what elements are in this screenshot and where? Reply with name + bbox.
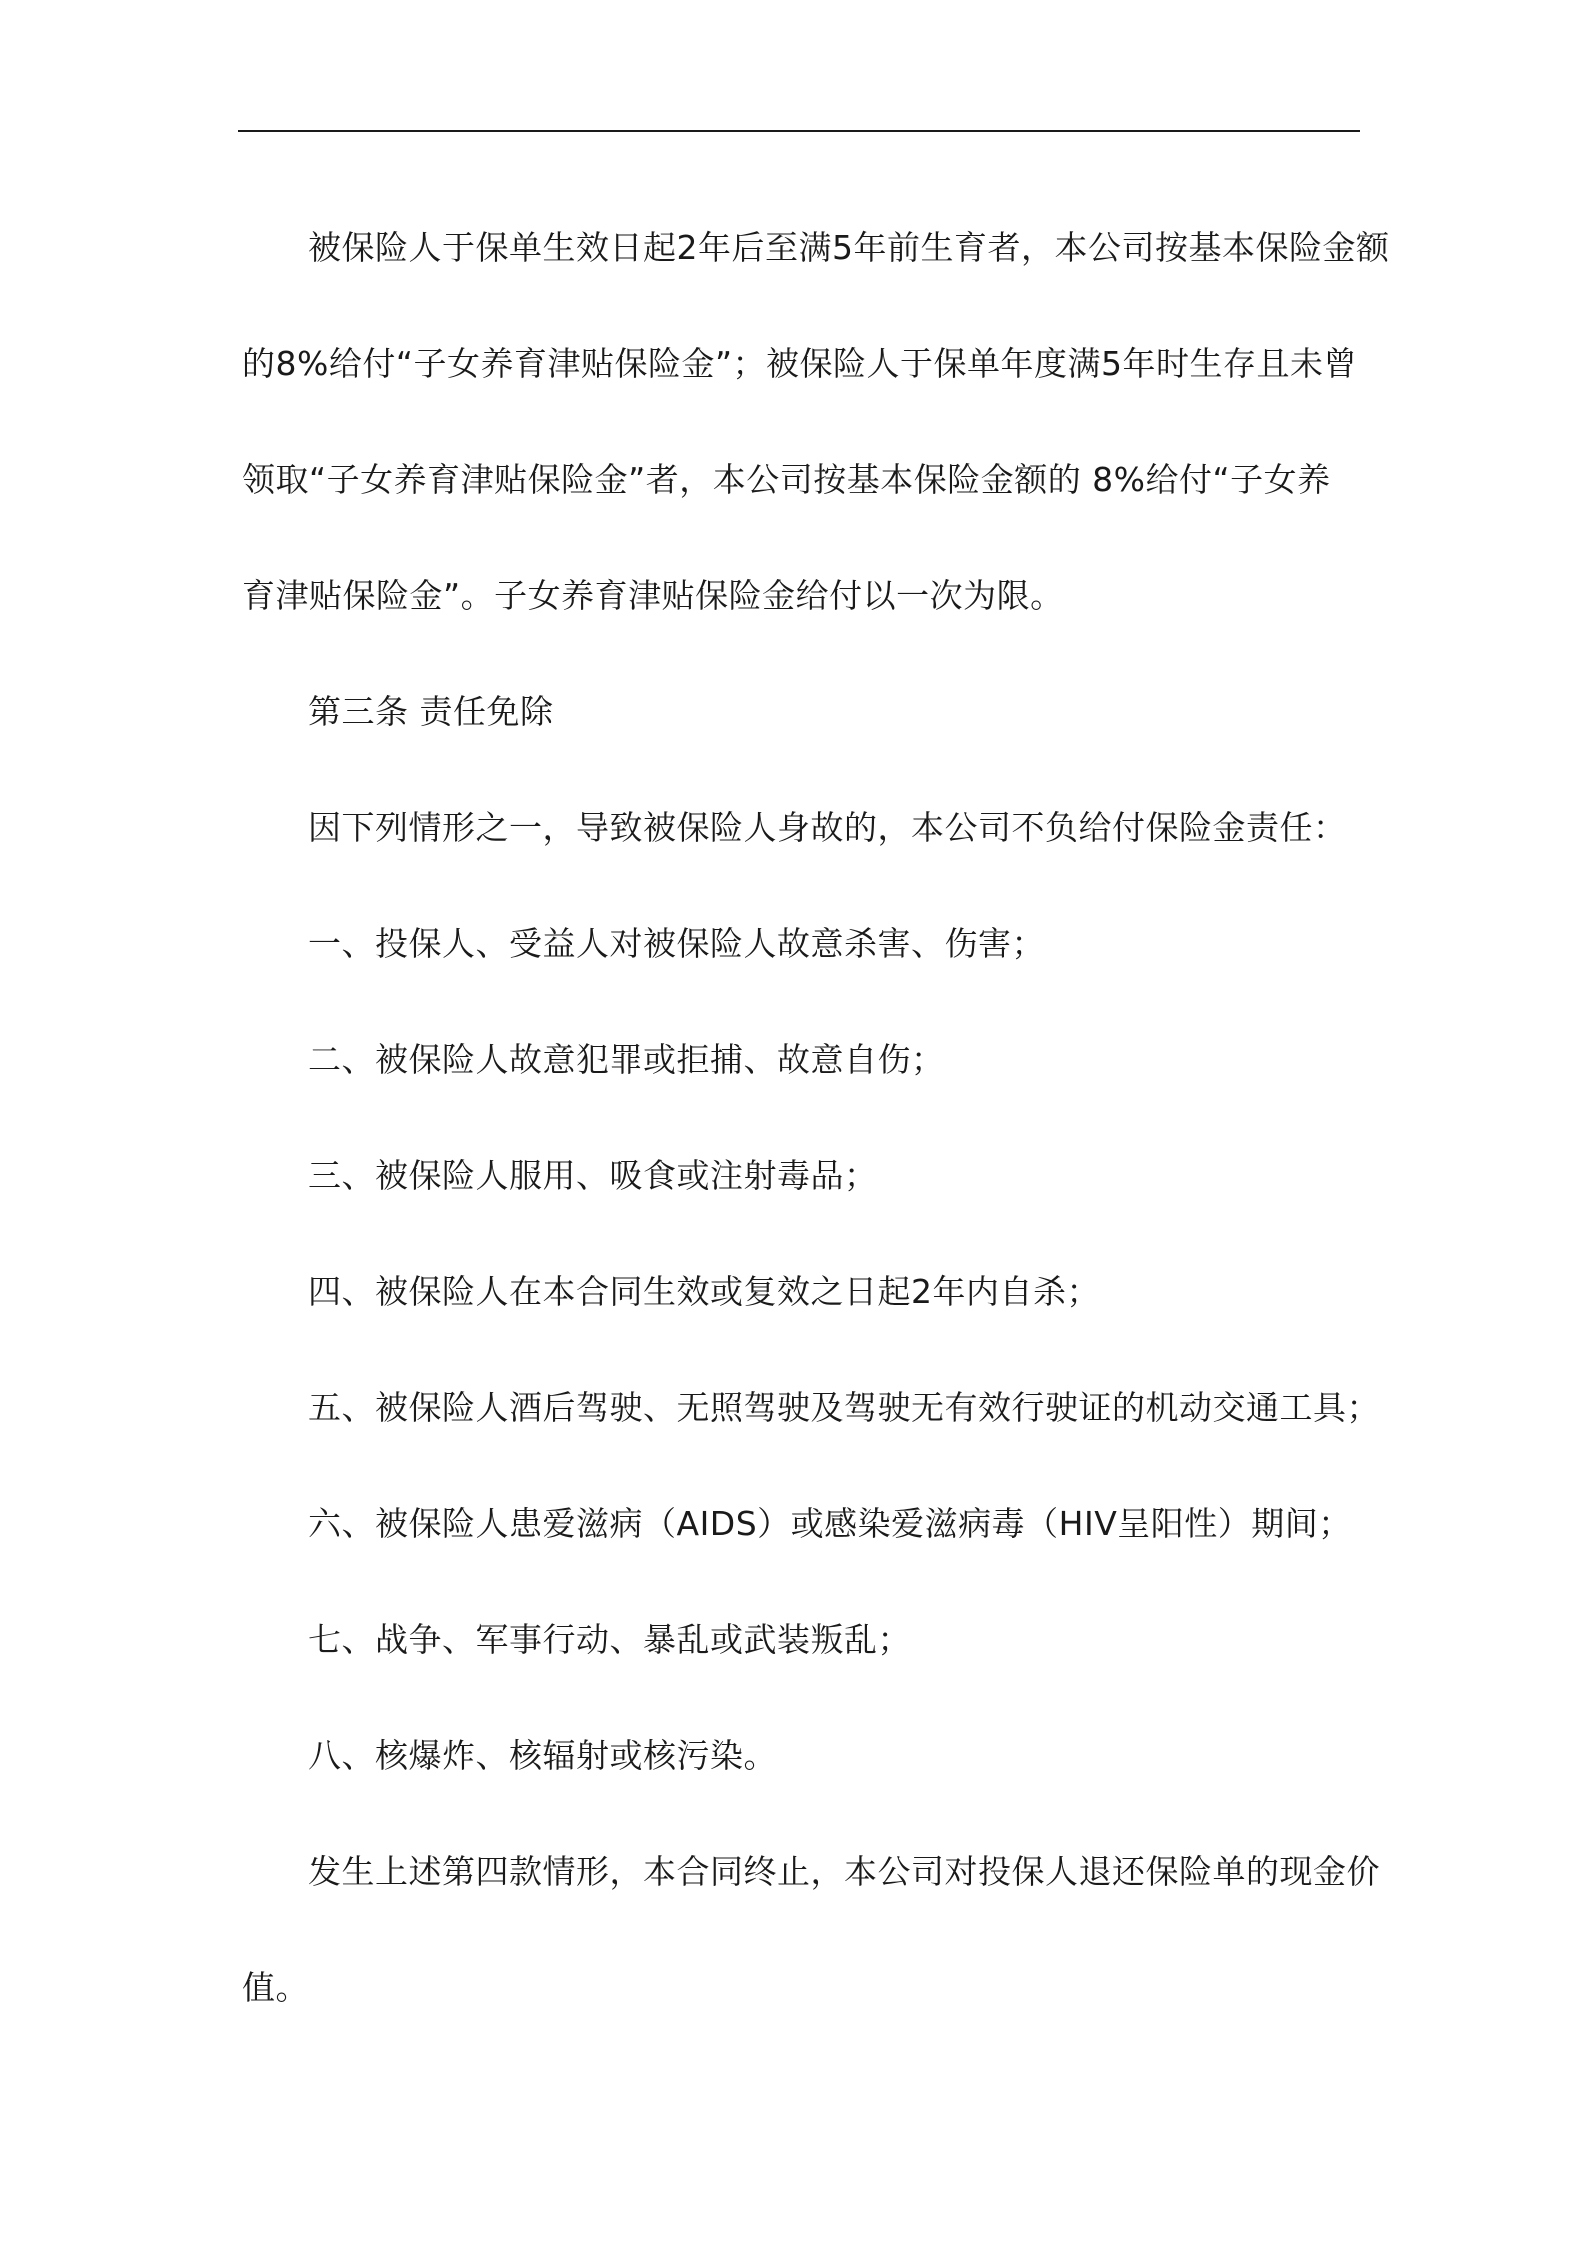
list-item: 一、投保人、受益人对被保险人故意杀害、伤害； xyxy=(308,924,1045,963)
section-heading: 第三条 责任免除 xyxy=(308,692,554,731)
list-item: 七、战争、军事行动、暴乱或武装叛乱； xyxy=(308,1620,911,1659)
list-item: 四、被保险人在本合同生效或复效之日起2年内自杀； xyxy=(308,1272,1100,1311)
document-body xyxy=(242,190,1390,2046)
paragraph-line: 值。 xyxy=(242,1968,309,2007)
paragraph-line: 被保险人于保单生效日起2年后至满5年前生育者，本公司按基本保险金额 xyxy=(308,228,1390,267)
list-item: 五、被保险人酒后驾驶、无照驾驶及驾驶无有效行驶证的机动交通工具； xyxy=(308,1388,1380,1427)
paragraph-line: 领取“子女养育津贴保险金”者，本公司按基本保险金额的 8%给付“子女养 xyxy=(242,460,1331,499)
list-item: 二、被保险人故意犯罪或拒捕、故意自伤； xyxy=(308,1040,945,1079)
paragraph-line: 因下列情形之一，导致被保险人身故的，本公司不负给付保险金责任： xyxy=(308,808,1347,847)
list-item: 八、核爆炸、核辐射或核污染。 xyxy=(308,1736,777,1775)
paragraph-line: 的8%给付“子女养育津贴保险金”；被保险人于保单年度满5年时生存且未曾 xyxy=(242,344,1358,383)
header-rule xyxy=(238,130,1360,132)
paragraph-line: 育津贴保险金”。子女养育津贴保险金给付以一次为限。 xyxy=(242,576,1064,615)
list-item: 三、被保险人服用、吸食或注射毒品； xyxy=(308,1156,878,1195)
list-item: 六、被保险人患爱滋病（AIDS）或感染爱滋病毒（HIV呈阳性）期间； xyxy=(308,1504,1352,1543)
paragraph-line: 发生上述第四款情形，本合同终止，本公司对投保人退还保险单的现金价 xyxy=(308,1852,1380,1891)
